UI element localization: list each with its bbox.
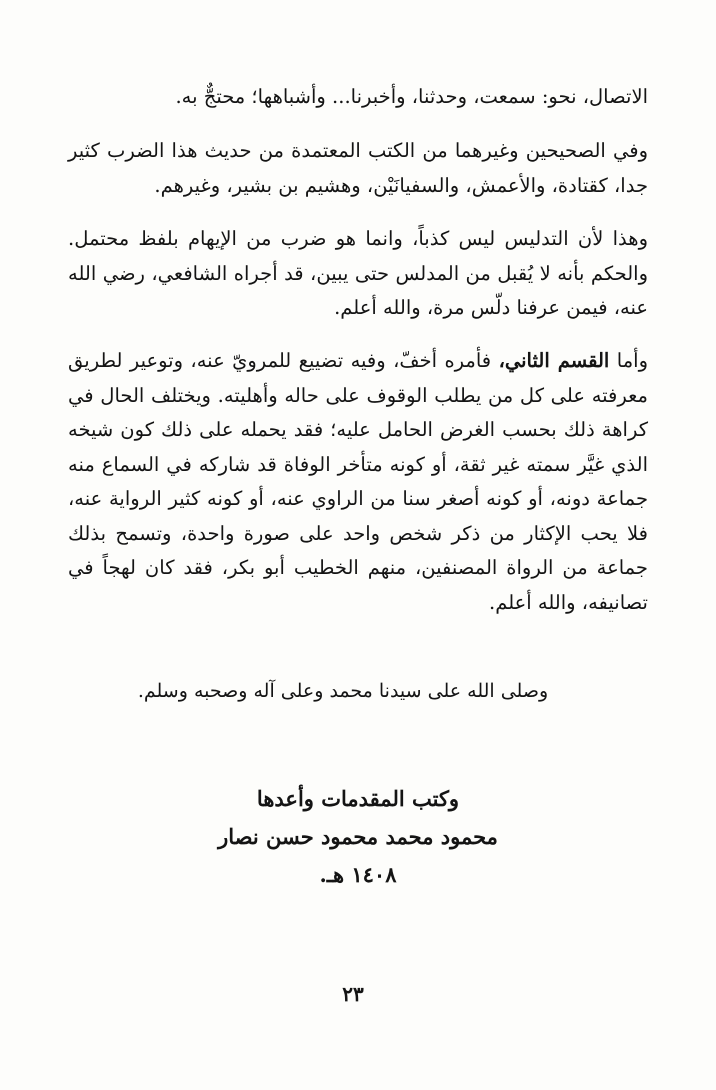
paragraph-2-text: وفي الصحيحين وغيرهما من الكتب المعتمدة من حديث هذا الضرب كثير جدا، كقتادة، والأعمش، والسفيانَيْن، وهشيم بن بشير، وغيرهم. — [68, 139, 648, 197]
paragraph-1 — [68, 80, 648, 115]
paragraph-3-text: وهذا لأن التدليس ليس كذباً، وانما هو ضرب من الإيهام بلفظ محتمل. والحكم بأنه لا يُقبل من المدلس حتى يبين، قد أجراه الشافعي، رضي الله عنه، فيمن عرفنا دلّس مرة، والله أعلم. — [68, 227, 648, 319]
paragraph-1-text: الاتصال، نحو: سمعت، وحدثنا، وأخبرنا... وأشباهها؛ محتجٌّ به. — [175, 85, 648, 108]
paragraph-4-lead: وأما — [616, 349, 649, 372]
paragraph-2 — [68, 134, 648, 203]
author-signature — [0, 780, 716, 894]
paragraph-4 — [68, 344, 648, 620]
signature-date: ١٤٠٨ هـ. — [319, 862, 397, 887]
paragraph-3 — [68, 222, 648, 326]
paragraph-4-rest: فأمره أخفّ، وفيه تضييع للمرويّ عنه، وتوعير لطريق معرفته على كل من يطلب الوقوف على حاله وأهليته. ويختلف الحال في كراهة ذلك بحسب الغرض الحامل عليه؛ فقد يحمله على ذلك كون شيخه الذي غيَّر سمته غير ثقة، أو كونه متأخر الوفاة قد شاركه في السماع منه جماعة دونه، أو كونه أصغر سنا من الراوي عنه، أو كونه كثير الرواية عنه، فلا يحب الإكثار من ذكر شخص واحد على صورة واحدة، وتسمح بذلك جماعة من الرواة المصنفين، منهم الخطيب أبو بكر، فقد كان لهجاً في تصانيفه، والله أعلم. — [68, 349, 648, 614]
paragraph-4-text — [68, 344, 648, 620]
author-name: محمود محمد محمود حسن نصار — [218, 824, 498, 849]
page-number: ٢٣ — [342, 982, 364, 1006]
section-two-heading: القسم الثاني، — [498, 349, 610, 372]
signature-line-1: وكتب المقدمات وأعدها — [256, 786, 460, 811]
closing-prayer: وصلى الله على سيدنا محمد وعلى آله وصحبه وسلم. — [137, 680, 549, 702]
